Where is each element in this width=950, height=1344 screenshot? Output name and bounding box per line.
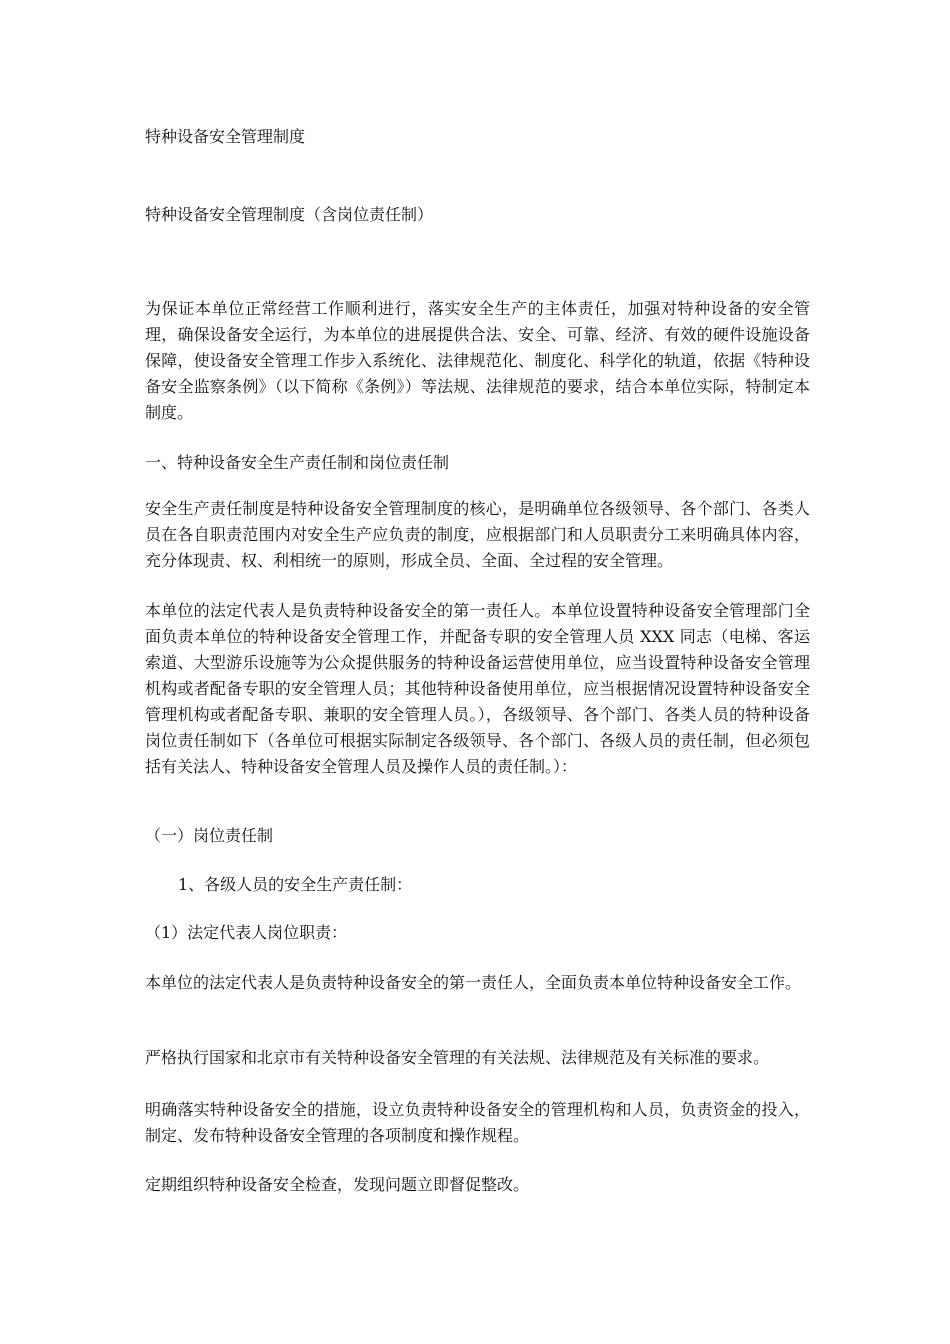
intro-paragraph: 为保证本单位正常经营工作顺利进行，落实安全生产的主体责任，加强对特种设备的安全管理，确保设备安全运行，为本单位的进展提供合法、安全、可靠、经济、有效的硬件设施设备保障，使设备安全管理工作步入系统化、法律规范化、制度化、科学化的轨道，依据《特种设备安全监察条例》（以下简称《条例》）等法规、法律规范的要求，结合本单位实际，特制定本制度。 [145, 299, 810, 422]
duty-paragraph: 定期组织特种设备安全检查，发现问题立即督促整改。 [145, 1175, 530, 1194]
body-paragraph: 安全生产责任制度是特种设备安全管理制度的核心，是明确单位各级领导、各个部门、各类人员在各自职责范围内对安全生产应负责的制度，应根据部门和人员职责分工来明确具体内容，充分体现责、权、利相统一的原则，形成全员、全面、全过程的安全管理。 [145, 499, 810, 570]
section-heading: 一、特种设备安全生产责任制和岗位责任制 [145, 453, 450, 472]
duty-paragraph: 严格执行国家和北京市有关特种设备安全管理的有关法规、法律规范及有关标准的要求。 [145, 1048, 770, 1067]
subsection-heading: （一）岗位责任制 [145, 826, 274, 845]
item-heading: 1、各级人员的安全生产责任制： [178, 875, 413, 894]
document-subtitle: 特种设备安全管理制度（含岗位责任制） [145, 205, 434, 224]
duty-paragraph: 明确落实特种设备安全的措施，设立负责特种设备安全的管理机构和人员，负责资金的投入，制定、发布特种设备安全管理的各项制度和操作规程。 [145, 1100, 810, 1145]
body-paragraph: 本单位的法定代表人是负责特种设备安全的第一责任人。本单位设置特种设备安全管理部门全面负责本单位的特种设备安全管理工作，并配备专职的安全管理人员 XXX 同志（电梯、客运索道、大型游乐设施等为公众提供服务的特种设备运营使用单位，应当设置特种设备安全管理机构或者配备专职的安全管理人员；其他特种设备使用单位，应当根据情况设置特种设备安全管理机构或者配备专职、兼职的安全管理人员。），各级领导、各个部门、各类人员的特种设备岗位责任制如下（各单位可根据实际制定各级领导、各个部门、各级人员的责任制，但必须包括有关法人、特种设备安全管理人员及操作人员的责任制。）： [145, 601, 810, 776]
document-title: 特种设备安全管理制度 [145, 127, 306, 146]
duty-paragraph: 本单位的法定代表人是负责特种设备安全的第一责任人，全面负责本单位特种设备安全工作。 [145, 973, 802, 992]
item-subheading: （1）法定代表人岗位职责： [145, 923, 348, 942]
